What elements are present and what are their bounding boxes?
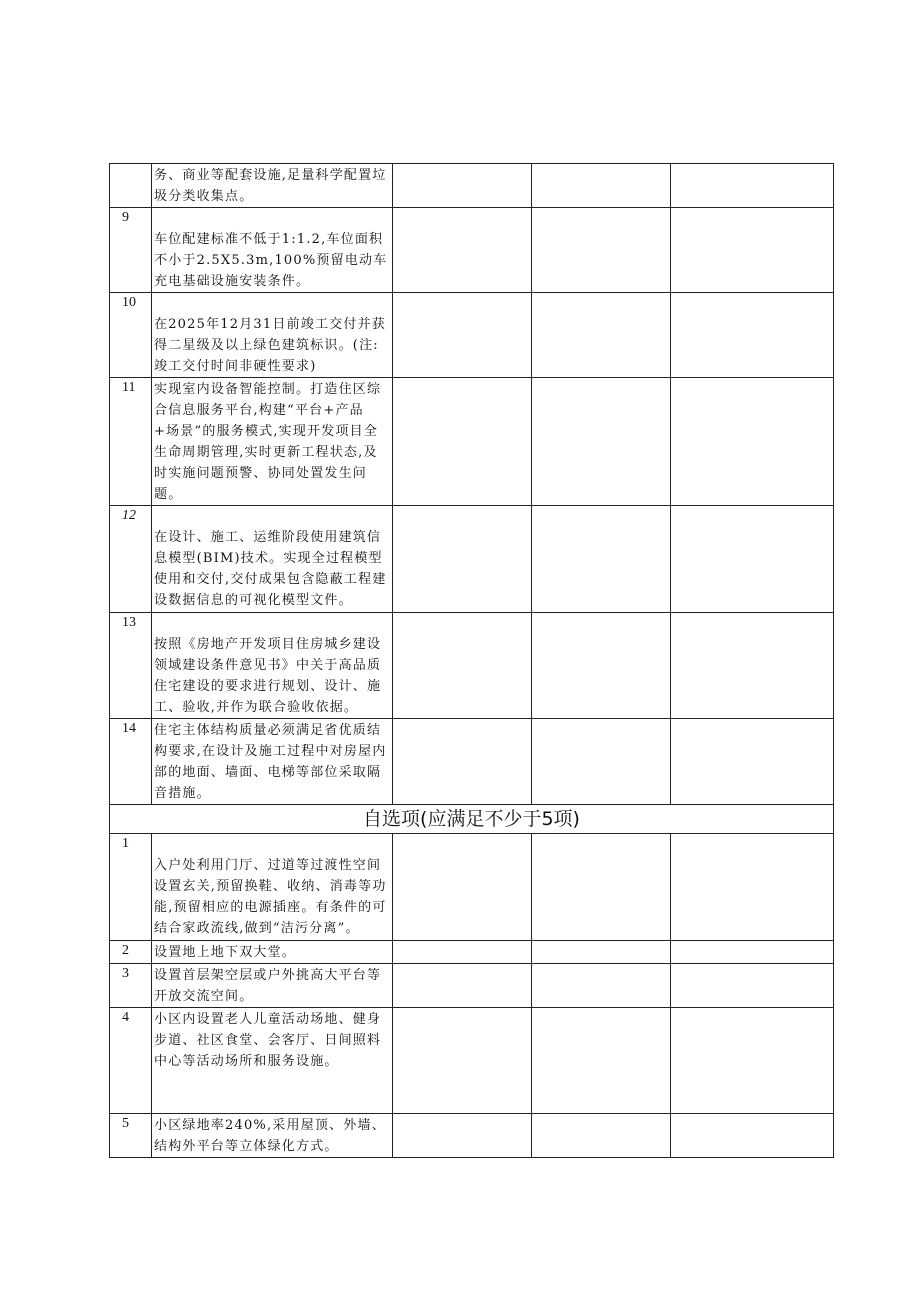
item-requirement: 入户处利用门厅、过道等过渡性空间设置玄关,预留换鞋、收纳、消毒等功能,预留相应的电源插座。有条件的可结合家政流线,做到“洁污分离”。 <box>154 858 387 936</box>
empty-cell <box>532 719 671 805</box>
item-number: 9 <box>110 208 152 293</box>
empty-cell <box>671 719 834 805</box>
empty-cell <box>532 1114 671 1158</box>
item-requirement-cell <box>152 293 393 378</box>
empty-cell <box>393 834 532 941</box>
table-row <box>110 378 834 506</box>
empty-cell <box>393 208 532 293</box>
table-row <box>110 164 834 208</box>
empty-cell <box>393 613 532 719</box>
item-number: 14 <box>110 719 152 805</box>
empty-cell <box>671 941 834 964</box>
item-requirement: 在设计、施工、运维阶段使用建筑信息模型(BIM)技术。实现全过程模型使用和交付,交付成果包含隐蔽工程建设数据信息的可视化模型文件。 <box>154 530 387 608</box>
table-row <box>110 293 834 378</box>
item-requirement: 小区绿地率240%,采用屋顶、外墙、结构外平台等立体绿化方式。 <box>152 1114 393 1158</box>
item-requirement: 设置首层架空层或户外挑高大平台等开放交流空间。 <box>152 964 393 1008</box>
table-row <box>110 613 834 719</box>
item-number: 4 <box>110 1008 152 1114</box>
item-requirement-cell <box>152 834 393 941</box>
item-number: 5 <box>110 1114 152 1158</box>
item-requirement-cell <box>152 613 393 719</box>
item-requirement-cell <box>152 506 393 613</box>
item-requirement: 实现室内设备智能控制。打造住区综合信息服务平台,构建“平台+产品+场景”的服务模式,实现开发项目全生命周期管理,实时更新工程状态,及时实施问题预警、协同处置发生问题。 <box>152 378 393 506</box>
empty-cell <box>393 293 532 378</box>
table-row <box>110 941 834 964</box>
table-row <box>110 506 834 613</box>
empty-cell <box>393 164 532 208</box>
item-requirement: 在2025年12月31日前竣工交付并获得二星级及以上绿色建筑标识。(注:竣工交付时间非硬性要求) <box>154 317 386 374</box>
empty-cell <box>532 378 671 506</box>
item-requirement: 小区内设置老人儿童活动场地、健身步道、社区食堂、会客厅、日间照料中心等活动场所和服务设施。 <box>152 1008 393 1114</box>
empty-cell <box>532 834 671 941</box>
item-requirement: 务、商业等配套设施,足量科学配置垃圾分类收集点。 <box>152 164 393 208</box>
item-requirement-cell <box>152 208 393 293</box>
table-row <box>110 1114 834 1158</box>
table-row <box>110 964 834 1008</box>
empty-cell <box>532 208 671 293</box>
item-requirement: 按照《房地产开发项目住房城乡建设领域建设条件意见书》中关于高品质住宅建设的要求进行规划、设计、施工、验收,并作为联合验收依据。 <box>154 637 382 715</box>
item-number: 10 <box>110 293 152 378</box>
table-row <box>110 208 834 293</box>
table-row <box>110 834 834 941</box>
empty-cell <box>393 1114 532 1158</box>
empty-cell <box>393 941 532 964</box>
item-number: 2 <box>110 941 152 964</box>
item-requirement: 车位配建标准不低于1:1.2,车位面积不小于2.5X5.3m,100%预留电动车充电基础设施安装条件。 <box>154 232 388 289</box>
item-number: 11 <box>110 378 152 506</box>
empty-cell <box>393 1008 532 1114</box>
item-number: 3 <box>110 964 152 1008</box>
empty-cell <box>671 378 834 506</box>
item-number: 1 <box>110 834 152 941</box>
empty-cell <box>671 164 834 208</box>
item-number: 13 <box>110 613 152 719</box>
empty-cell <box>671 1114 834 1158</box>
empty-cell <box>671 964 834 1008</box>
section-header-row <box>110 805 834 834</box>
item-requirement: 住宅主体结构质量必须满足省优质结构要求,在设计及施工过程中对房屋内部的地面、墙面、电梯等部位采取隔音措施。 <box>152 719 393 805</box>
table-row <box>110 719 834 805</box>
empty-cell <box>671 834 834 941</box>
empty-cell <box>671 208 834 293</box>
empty-cell <box>532 164 671 208</box>
empty-cell <box>393 506 532 613</box>
empty-cell <box>532 941 671 964</box>
item-requirement: 设置地上地下双大堂。 <box>152 941 393 964</box>
empty-cell <box>532 293 671 378</box>
empty-cell <box>671 506 834 613</box>
empty-cell <box>532 1008 671 1114</box>
item-number: 12 <box>110 506 152 613</box>
empty-cell <box>532 506 671 613</box>
empty-cell <box>671 293 834 378</box>
checklist-table <box>109 163 834 1158</box>
section-title: 自选项(应满足不少于5项) <box>110 805 834 834</box>
empty-cell <box>532 964 671 1008</box>
item-number <box>110 164 152 208</box>
empty-cell <box>532 613 671 719</box>
empty-cell <box>393 719 532 805</box>
empty-cell <box>671 613 834 719</box>
empty-cell <box>393 378 532 506</box>
empty-cell <box>393 964 532 1008</box>
empty-cell <box>671 1008 834 1114</box>
table-row <box>110 1008 834 1114</box>
